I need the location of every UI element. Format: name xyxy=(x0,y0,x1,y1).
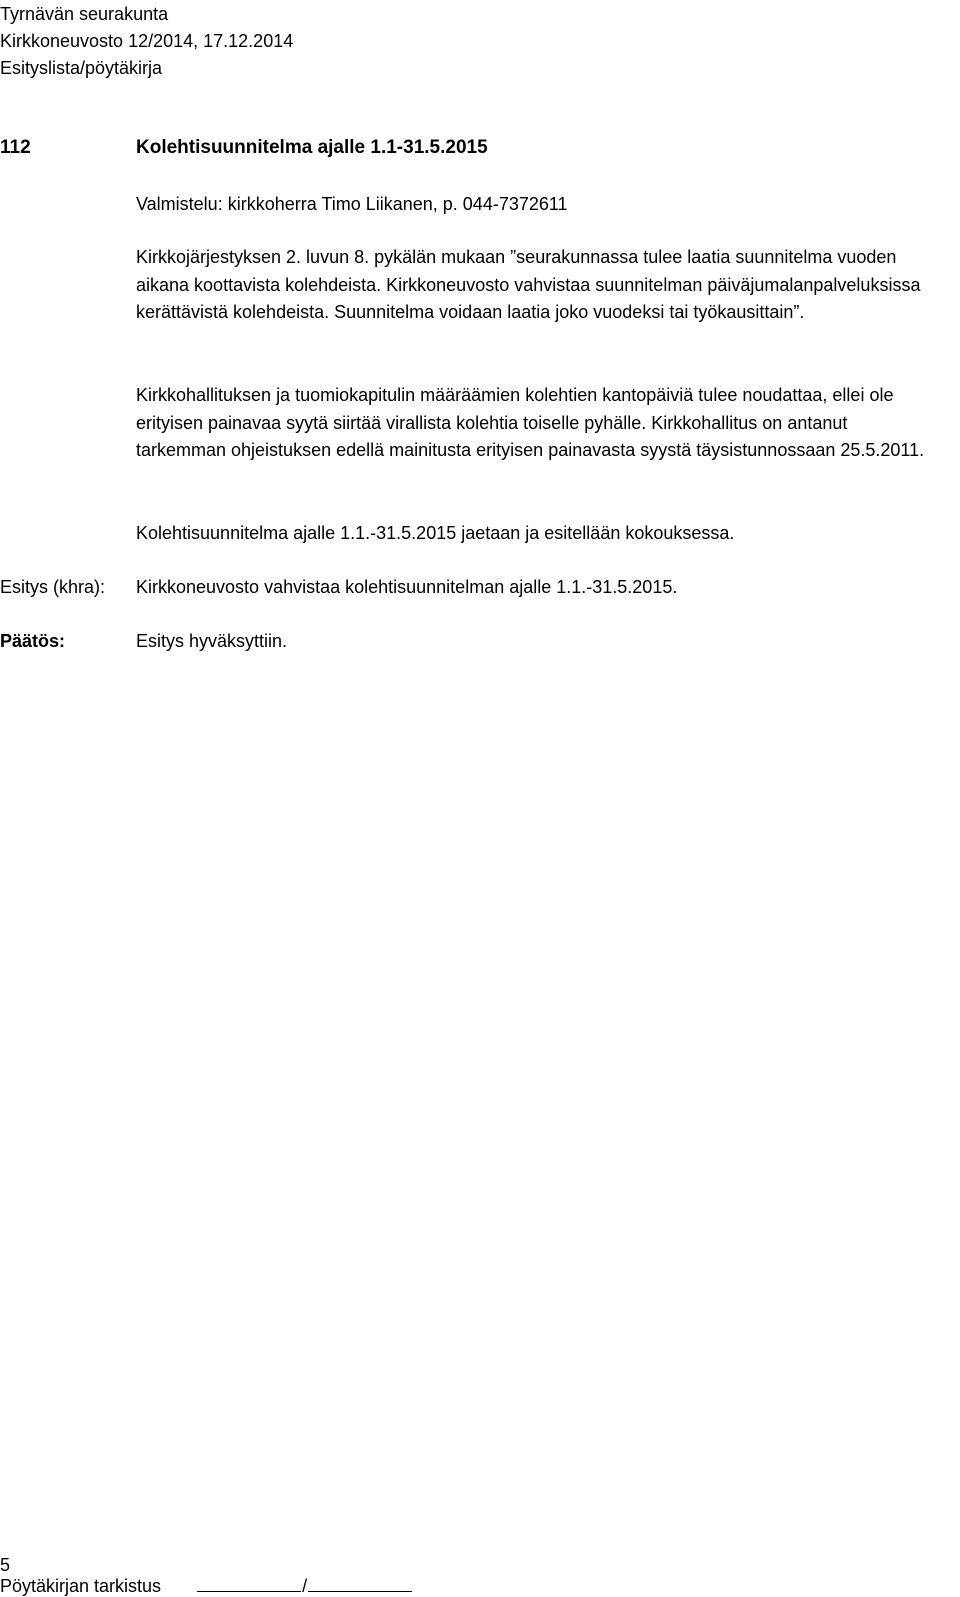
paragraph-plan-presentation: Kolehtisuunnitelma ajalle 1.1.-31.5.2015 jaetaan ja esitellään kokouksessa. xyxy=(136,523,735,543)
signature-line-1 xyxy=(197,1574,301,1592)
minutes-check-footer xyxy=(0,1574,412,1597)
proposal-label: Esitys (khra): xyxy=(0,577,106,597)
decision-text: Esitys hyväksyttiin. xyxy=(136,631,288,651)
minutes-check-label: Pöytäkirjan tarkistus xyxy=(0,1576,162,1596)
header-meeting: Kirkkoneuvosto 12/2014, 17.12.2014 xyxy=(0,31,294,51)
preparer-line: Valmistelu: kirkkoherra Timo Liikanen, p. 044-7372611 xyxy=(136,194,568,214)
section-number: 112 xyxy=(0,137,31,158)
page-number: 5 xyxy=(0,1555,11,1575)
paragraph-collection-days: Kirkkohallituksen ja tuomiokapitulin määräämien kolehtien kantopäiviä tulee noudattaa, ellei ole erityisen painavaa syytä siirtää virallista kolehtia toiselle pyhälle. Kirkkohallitus on antanut tarkemman ohjeistuksen edellä mainitusta erityisen painavasta syystä täysistunnossaan 25.5.2011. xyxy=(136,385,925,460)
header-organization: Tyrnävän seurakunta xyxy=(0,4,169,24)
paragraph-church-order: Kirkkojärjestyksen 2. luvun 8. pykälän mukaan ”seurakunnassa tulee laatia suunnitelma vuoden aikana koottavista kolehdeista. Kirkkoneuvosto vahvistaa suunnitelman päiväjumalanpalveluksissa kerättävistä kolehdeista. Suunnitelma voidaan laatia joko vuodeksi tai työkausittain”. xyxy=(136,247,921,322)
proposal-text: Kirkkoneuvosto vahvistaa kolehtisuunnitelman ajalle 1.1.-31.5.2015. xyxy=(136,577,678,597)
signature-line-2 xyxy=(308,1574,412,1592)
signature-separator: / xyxy=(302,1576,308,1596)
section-title: Kolehtisuunnitelma ajalle 1.1-31.5.2015 xyxy=(136,137,488,158)
decision-label: Päätös: xyxy=(0,631,66,651)
header-document-type: Esityslista/pöytäkirja xyxy=(0,58,163,78)
